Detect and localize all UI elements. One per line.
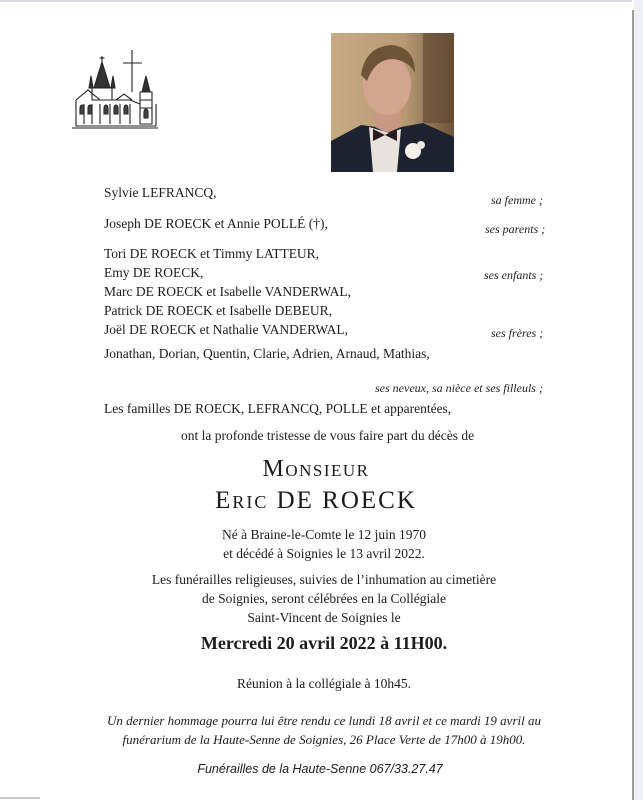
scan-bottom-edge <box>0 797 40 799</box>
tribute-line-2: funérarium de la Haute-Senne de Soignies, 26 Place Verte de 17h00 à 19h00. <box>122 732 526 747</box>
parents-role: ses parents ; <box>485 222 546 236</box>
child-2: Emy DE ROECK, <box>104 265 204 280</box>
siblings-role: ses frères ; <box>491 326 544 340</box>
funeral-line-1: Les funérailles religieuses, suivies de l’inhumation au cimetière <box>151 572 497 587</box>
spouse-role: sa femme ; <box>491 193 543 207</box>
birth-info: Né à Braine-le-Comte le 12 juin 1970 <box>222 527 426 542</box>
scan-top-edge <box>0 0 632 2</box>
child-1: Tori DE ROECK et Timmy LATTEUR, <box>104 246 320 261</box>
sibling-3: Joël DE ROECK et Nathalie VANDERWAL, <box>104 322 348 337</box>
sibling-2: Patrick DE ROECK et Isabelle DEBEUR, <box>104 303 332 318</box>
parents-names: Joseph DE ROECK et Annie POLLÉ (†), <box>104 216 328 231</box>
meeting-info: Réunion à la collégiale à 10h45. <box>237 676 411 691</box>
nephews-names: Jonathan, Dorian, Quentin, Clarie, Adrien, Arnaud, Mathias, <box>104 346 430 361</box>
announcement: ont la profonde tristesse de vous faire part du décès de <box>181 428 475 443</box>
portrait-photo <box>331 33 454 172</box>
nephews-role: ses neveux, sa nièce et ses filleuls ; <box>375 381 543 395</box>
deceased-name: Eric DE ROECK <box>215 487 417 514</box>
church-icon <box>70 48 158 132</box>
children-role: ses enfants ; <box>484 268 544 282</box>
sibling-1: Marc DE ROECK et Isabelle VANDERWAL, <box>104 284 351 299</box>
deceased-title: Monsieur <box>262 456 370 482</box>
funeral-home-contact: Funérailles de la Haute-Senne 067/33.27.47 <box>197 762 443 776</box>
death-info: et décédé à Soignies le 13 avril 2022. <box>223 546 425 561</box>
families-line: Les familles DE ROECK, LEFRANCQ, POLLE et apparentées, <box>104 401 452 416</box>
spouse-name: Sylvie LEFRANCQ, <box>104 185 217 200</box>
tribute-line-1: Un dernier hommage pourra lui être rendu ce lundi 18 avril et ce mardi 19 avril au <box>107 713 541 728</box>
funeral-date: Mercredi 20 avril 2022 à 11H00. <box>200 633 448 653</box>
funeral-line-3: Saint-Vincent de Soignies le <box>247 610 401 625</box>
funeral-line-2: de Soignies, seront célébrées en la Collégiale <box>201 591 447 606</box>
